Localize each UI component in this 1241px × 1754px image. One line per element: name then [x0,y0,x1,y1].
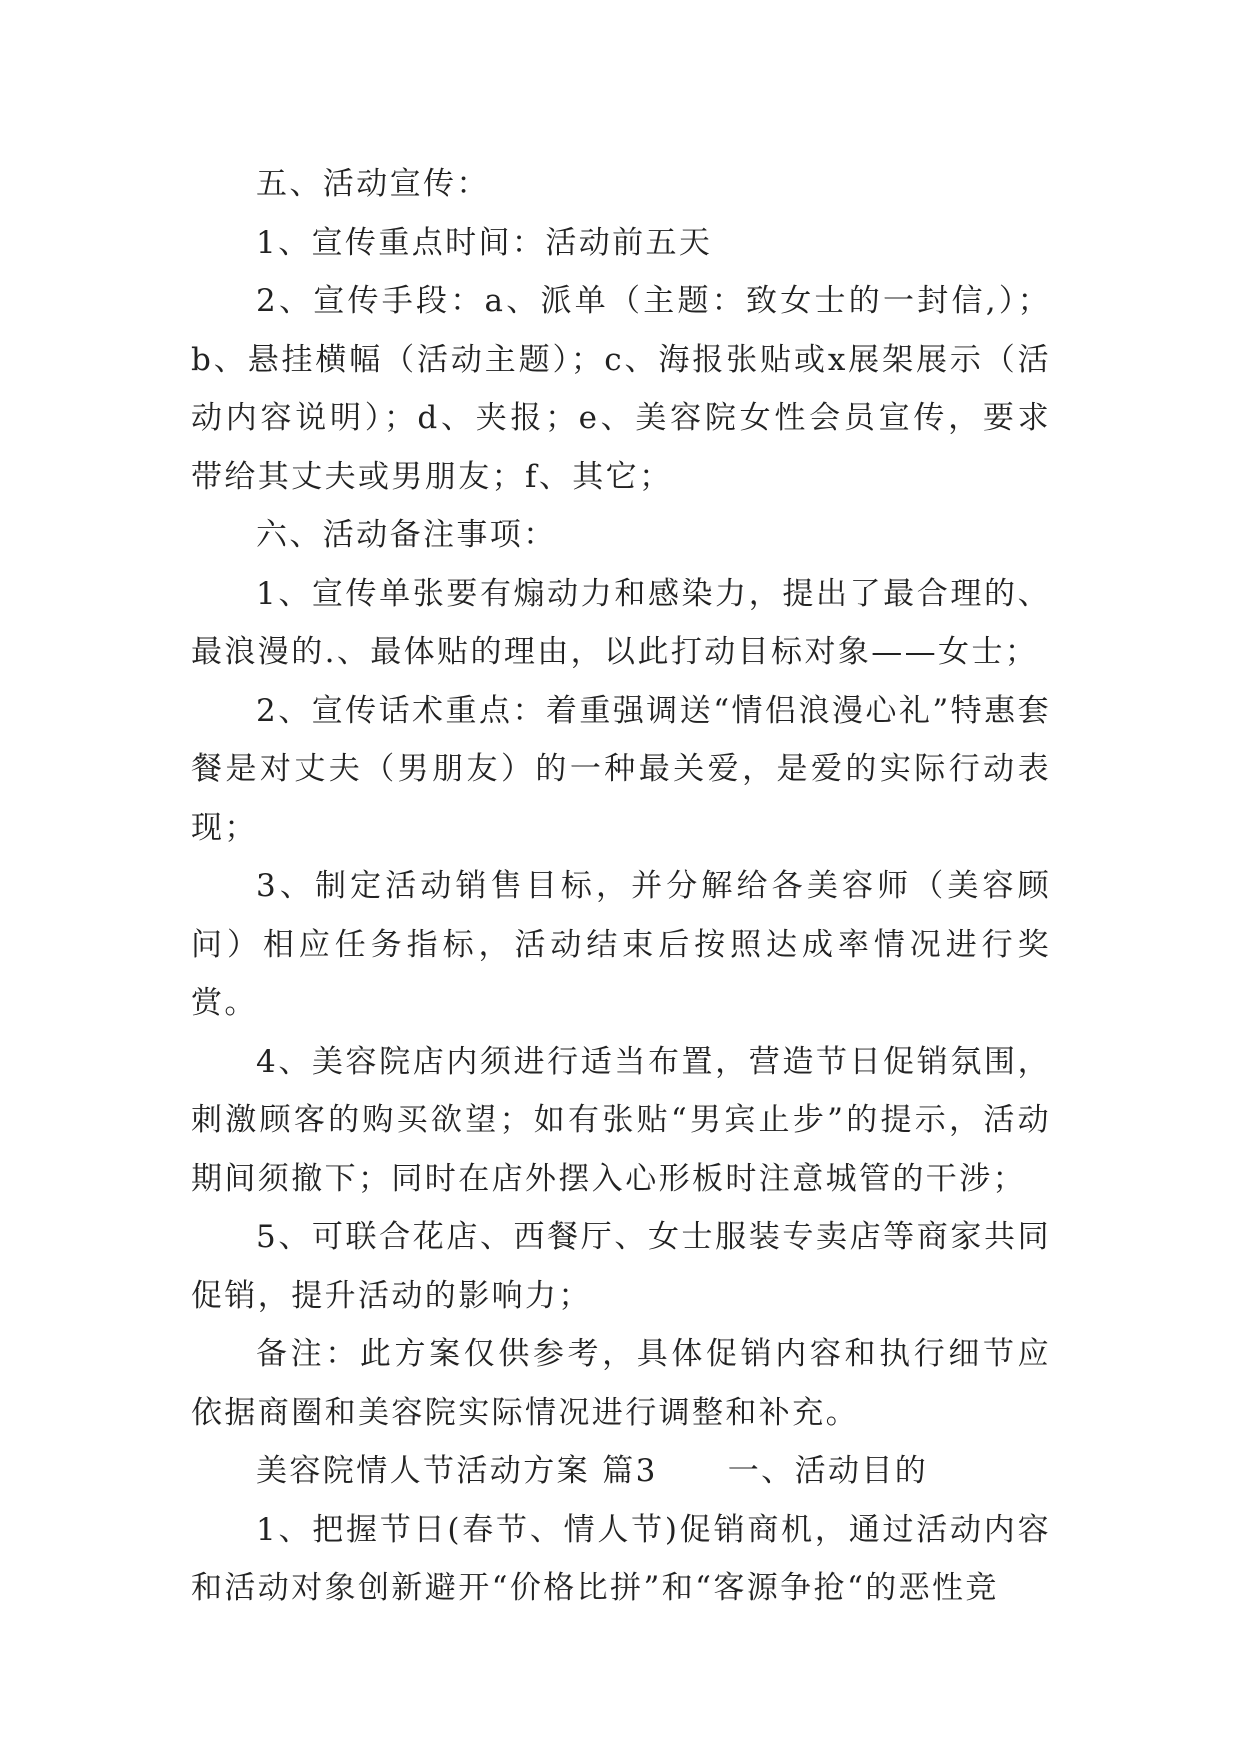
section-subtitle: 一、活动目的 [727,1453,929,1489]
paragraph-note-2: 2、宣传话术重点：着重强调送“情侣浪漫心礼”特惠套餐是对丈夫（男朋友）的一种最关爱，是爱的实际行动表现； [191,692,1051,846]
section-title: 美容院情人节活动方案 篇3 [256,1453,658,1489]
paragraph-publicity-time: 1、宣传重点时间：活动前五天 [256,224,713,261]
paragraph-publicity-methods: 2、宣传手段：a、派单（主题：致女士的一封信,）；b、悬挂横幅（活动主题）；c、海报张贴或x展架展示（活动内容说明）；d、夹报；e、美容院女性会员宣传，要求带给其丈夫或男朋友；f、其它； [191,283,1051,495]
document-body [191,155,1051,1618]
paragraph-note-5: 5、可联合花店、西餐厅、女士服装专卖店等商家共同促销，提升活动的影响力； [191,1219,1051,1314]
paragraph-note-1: 1、宣传单张要有煽动力和感染力，提出了最合理的、最浪漫的.、最体贴的理由，以此打动目标对象——女士； [191,575,1051,670]
section-heading [191,1442,1051,1501]
paragraph-note-4: 4、美容院店内须进行适当布置，营造节日促销氛围，刺激顾客的购买欲望；如有张贴“男宾止步”的提示，活动期间须撤下；同时在店外摆入心形板时注意城管的干涉； [191,1043,1051,1197]
heading-publicity: 五、活动宣传： [256,166,490,202]
heading-notes: 六、活动备注事项： [256,517,557,553]
paragraph-purpose-1: 1、把握节日(春节、情人节)促销商机，通过活动内容和活动对象创新避开“价格比拼”和“客源争抢“的恶性竞 [191,1511,1051,1606]
paragraph-note-3: 3、制定活动销售目标，并分解给各美容师（美容顾问）相应任务指标，活动结束后按照达成率情况进行奖赏。 [191,868,1051,1021]
paragraph-remark: 备注：此方案仅供参考，具体促销内容和执行细节应依据商圈和美容院实际情况进行调整和补充。 [191,1336,1051,1431]
